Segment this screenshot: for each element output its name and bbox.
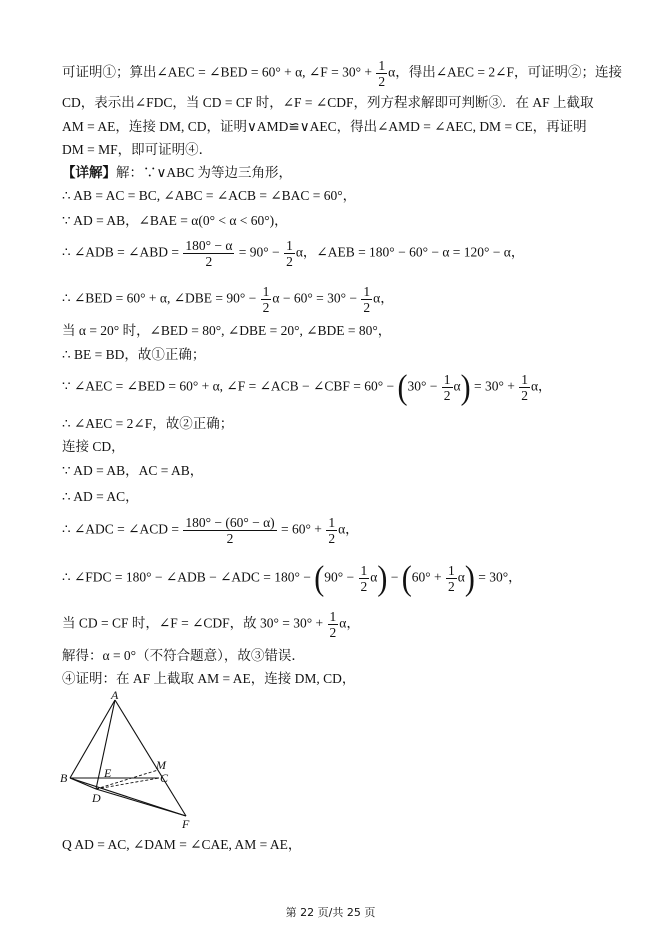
label-m: M [156,758,166,772]
text-line-9: ∴ ∠BED = 60° + α, ∠DBE = 90° − $\frac{1}{2}$ α − 60° = 30° − $\frac{1}{2}$ α， [62,284,394,315]
fraction: $\frac{1}{2}$ [328,515,336,546]
text-line-14: 连接 CD， [62,439,125,454]
text-line-17: ∴ ∠ADC = ∠ACD = $\frac{180^\circ - (60^\circ - \alpha)}{2}$ = 60° + $\frac{1}{2}$ α， [62,515,359,546]
fraction: $\frac{1}{2}$ [448,563,455,594]
label-b: B [60,771,68,785]
label-f: F [182,817,190,831]
text-line-8: ∴ ∠ADB = ∠ABD = $\frac{180^\circ - \alpha}{2}$ = 90° − $\frac{1}{2}$ α，∠AEB = 180° − 60° − α = 120° − α， [62,238,525,269]
fraction: $\frac{1}{2}$ [521,372,528,403]
detail-bracket: 【详解】 [62,165,116,180]
text-line-2: CD，表示出∠FDC，当 CD = CF 时，∠F = ∠CDF，列方程求解即可判断③．在 AF 上截取 [62,95,594,110]
fraction: $\frac{1}{2}$ [360,563,368,594]
text-line-22: Q AD = AC, ∠DAM = ∠CAE, AM = AE， [62,837,302,852]
page-footer: 第 22 页/共 25 页 [285,906,376,919]
fraction: $\frac{1}{2}$ [329,609,337,640]
text-line-4: DM = MF，即可证明④． [62,142,213,157]
text-line-7: ∵ AD = AB，∠BAE = α(0° < α < 60°)， [62,213,288,228]
text-line-19: 当 CD = CF 时，∠F = ∠CDF，故 30° = 30° + $\frac{1}{2}$ α， [62,609,360,640]
text-line-20: 解得：α = 0°（不符合题意），故③错误． [62,648,305,663]
text-line-12: ∵ ∠AEC = ∠BED = 60° + α, ∠F = ∠ACB − ∠CBF = 60° − (30° − $\frac{1}{2}$ α) = 30° + $\frac{1}{2}$ α， [62,367,552,406]
text-line-1: 可证明①；算出∠AEC = ∠BED = 60° + α, ∠F = 30° + $\frac{1}{2}$ α，得出∠AEC = 2∠F，可证明②；连接 [62,58,622,89]
fraction: $\frac{1}{2}$ [262,284,270,315]
text-line-6: ∴ AB = AC = BC, ∠ABC = ∠ACB = ∠BAC = 60°， [62,188,357,203]
fraction: $\frac{180^\circ - \alpha}{2}$ [185,238,233,269]
label-a: A [111,690,119,702]
label-c: C [160,771,169,785]
label-e: E [104,766,112,780]
text-line-16: ∴ AD = AC， [62,489,139,504]
label-d: D [92,791,101,805]
text-line-13: ∴ ∠AEC = 2∠F，故②正确； [62,416,234,431]
text-line-5: 【详解】解：∵∨ABC 为等边三角形， [62,165,293,180]
segment-af [115,700,186,816]
text-line-15: ∵ AD = AB，AC = AB， [62,463,204,478]
text-line-21: ④证明：在 AF 上截取 AM = AE，连接 DM, CD， [62,671,356,686]
fraction: $\frac{1}{2}$ [378,58,386,89]
fraction: $\frac{180^\circ - (60^\circ - \alpha)}{2}$ [185,515,275,546]
text-line-18: ∴ ∠FDC = 180° − ∠ADB − ∠ADC = 180° − (90° − $\frac{1}{2}$ α) − (60° + $\frac{1}{2}$ α) = 30°， [62,558,522,597]
text-line-11: ∴ BE = BD，故①正确； [62,347,206,362]
fraction: $\frac{1}{2}$ [363,284,371,315]
fraction: $\frac{1}{2}$ [286,238,293,269]
fraction: $\frac{1}{2}$ [443,372,451,403]
triangle-figure [58,690,208,832]
text-line-10: 当 α = 20° 时，∠BED = 80°, ∠DBE = 20°, ∠BDE = 80°， [62,323,392,338]
text-line-3: AM = AE，连接 DM, CD，证明∨AMD≌∨AEC，得出∠AMD = ∠AEC, DM = CE，再证明 [62,119,587,134]
